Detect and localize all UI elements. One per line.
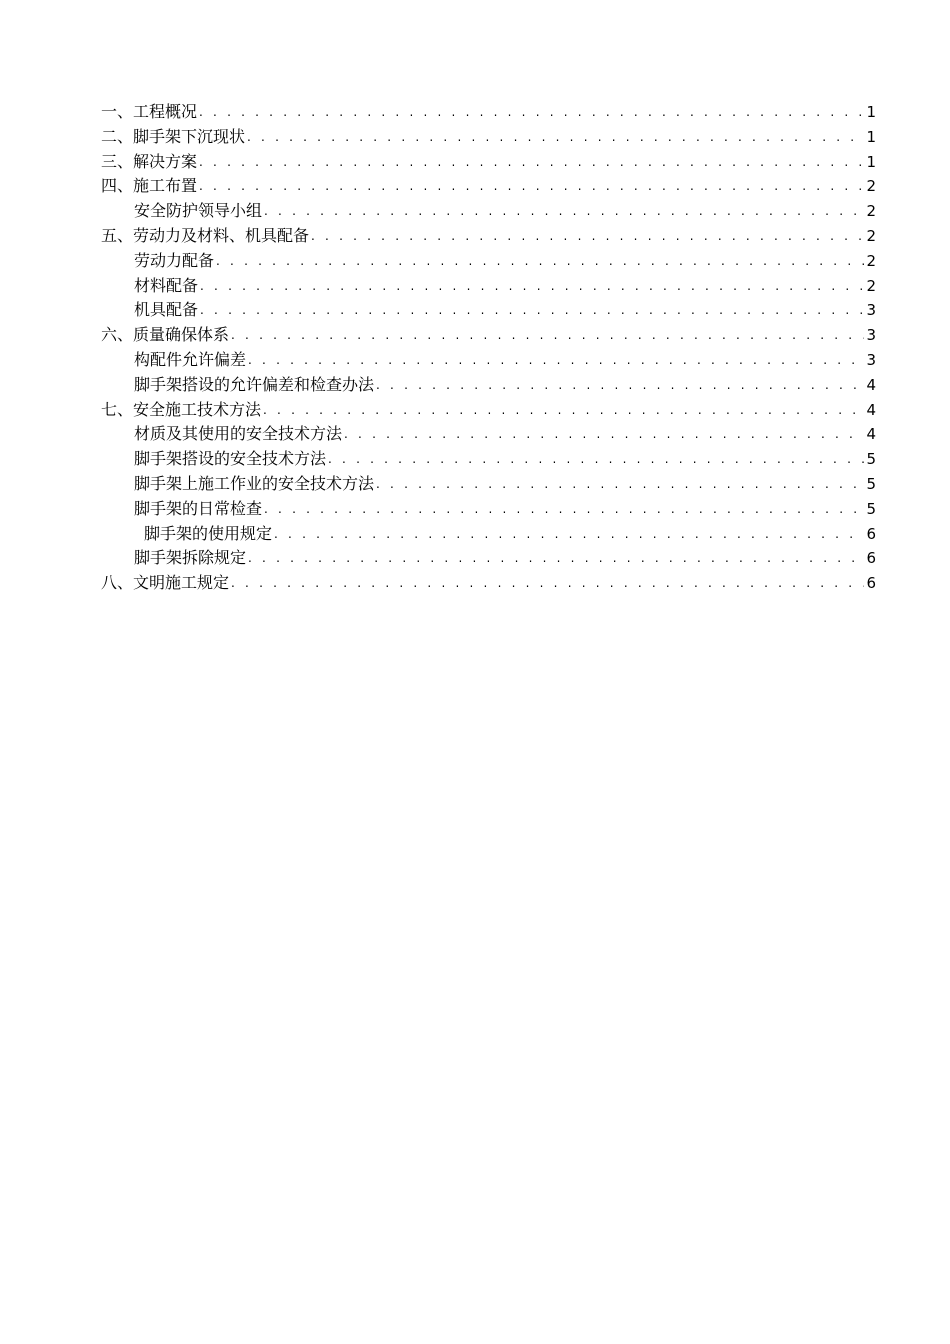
toc-entry-page: 2 bbox=[866, 251, 876, 270]
toc-entry-page: 1 bbox=[866, 103, 876, 121]
toc-entry[interactable] bbox=[101, 497, 876, 522]
toc-dot-leader bbox=[199, 174, 864, 199]
toc-entry[interactable] bbox=[101, 373, 876, 398]
toc-entry-page: 6 bbox=[866, 524, 876, 543]
toc-entry-page: 1 bbox=[866, 152, 876, 171]
toc-dot-leader bbox=[199, 100, 864, 125]
toc-entry-title: 一、工程概况 bbox=[101, 102, 198, 121]
toc-entry-page: 1 bbox=[866, 127, 876, 146]
toc-entry[interactable] bbox=[101, 125, 876, 150]
toc-entry[interactable] bbox=[101, 422, 876, 447]
toc-entry-title: 脚手架的使用规定 bbox=[144, 523, 273, 543]
toc-entry-title: 脚手架搭设的安全技术方法 bbox=[134, 449, 327, 469]
toc-entry[interactable] bbox=[101, 274, 876, 299]
toc-entry-title: 脚手架拆除规定 bbox=[134, 548, 247, 568]
toc-entry-page: 4 bbox=[866, 425, 876, 444]
toc-entry-title: 八、文明施工规定 bbox=[101, 573, 230, 593]
toc-entry-title: 脚手架搭设的允许偏差和检查办法 bbox=[134, 374, 375, 394]
toc-entry[interactable] bbox=[101, 298, 876, 323]
toc-dot-leader bbox=[274, 522, 864, 547]
toc-dot-leader bbox=[200, 274, 864, 299]
toc-entry-page: 4 bbox=[866, 400, 876, 419]
toc-entry-page: 2 bbox=[866, 177, 876, 196]
toc-entry[interactable] bbox=[101, 546, 876, 571]
toc-entry-page: 2 bbox=[866, 202, 876, 221]
toc-entry-page: 2 bbox=[866, 226, 876, 245]
toc-dot-leader bbox=[248, 348, 864, 373]
toc-dot-leader bbox=[231, 323, 864, 348]
toc-dot-leader bbox=[248, 546, 864, 571]
toc-entry-title: 构配件允许偏差 bbox=[134, 349, 247, 369]
toc-dot-leader bbox=[216, 249, 864, 274]
toc-entry[interactable] bbox=[101, 398, 876, 423]
toc-entry-title: 安全防护领导小组 bbox=[134, 201, 263, 221]
toc-entry[interactable] bbox=[101, 447, 876, 472]
toc-entry[interactable] bbox=[101, 224, 876, 249]
toc-entry-page: 5 bbox=[866, 474, 876, 493]
toc-entry[interactable] bbox=[101, 522, 876, 547]
toc-dot-leader bbox=[264, 497, 864, 522]
toc-entry[interactable] bbox=[101, 150, 876, 175]
toc-entry[interactable] bbox=[101, 199, 876, 224]
toc-dot-leader bbox=[199, 150, 864, 175]
toc-dot-leader bbox=[311, 224, 864, 249]
toc-entry-title: 六、质量确保体系 bbox=[101, 325, 230, 345]
toc-dot-leader bbox=[263, 398, 864, 423]
toc-entry-title: 机具配备 bbox=[134, 300, 199, 320]
toc-entry[interactable] bbox=[101, 571, 876, 596]
toc-entry-page: 2 bbox=[866, 276, 876, 295]
toc-entry-page: 5 bbox=[866, 499, 876, 518]
toc-entry[interactable] bbox=[101, 174, 876, 199]
toc-entry-title: 脚手架上施工作业的安全技术方法 bbox=[134, 473, 375, 493]
toc-entry-title: 二、脚手架下沉现状 bbox=[101, 126, 246, 146]
toc-entry-title: 劳动力配备 bbox=[134, 250, 215, 270]
toc-dot-leader bbox=[247, 125, 864, 150]
toc-entry-page: 6 bbox=[866, 574, 876, 593]
toc-entry-title: 七、安全施工技术方法 bbox=[101, 399, 262, 419]
toc-dot-leader bbox=[264, 199, 864, 224]
toc-entry-page: 5 bbox=[866, 450, 876, 469]
toc-dot-leader bbox=[376, 373, 864, 398]
toc-entry[interactable] bbox=[101, 100, 876, 125]
toc-entry-page: 4 bbox=[866, 375, 876, 394]
table-of-contents bbox=[101, 100, 876, 596]
toc-entry[interactable] bbox=[101, 472, 876, 497]
toc-dot-leader bbox=[231, 571, 864, 596]
toc-entry[interactable] bbox=[101, 323, 876, 348]
toc-dot-leader bbox=[376, 472, 864, 497]
toc-entry-title: 脚手架的日常检查 bbox=[134, 498, 263, 518]
toc-dot-leader bbox=[200, 298, 864, 323]
toc-entry-title: 五、劳动力及材料、机具配备 bbox=[101, 225, 310, 245]
toc-entry[interactable] bbox=[101, 348, 876, 373]
toc-entry-page: 3 bbox=[866, 326, 876, 345]
toc-entry-title: 材质及其使用的安全技术方法 bbox=[134, 424, 343, 444]
toc-dot-leader bbox=[344, 422, 864, 447]
toc-entry-title: 材料配备 bbox=[134, 275, 199, 295]
toc-entry-page: 3 bbox=[866, 350, 876, 369]
toc-dot-leader bbox=[328, 447, 864, 472]
toc-entry-page: 6 bbox=[866, 549, 876, 568]
toc-entry-title: 四、施工布置 bbox=[101, 176, 198, 196]
toc-entry-title: 三、解决方案 bbox=[101, 151, 198, 171]
toc-entry-page: 3 bbox=[866, 301, 876, 320]
toc-entry[interactable] bbox=[101, 249, 876, 274]
